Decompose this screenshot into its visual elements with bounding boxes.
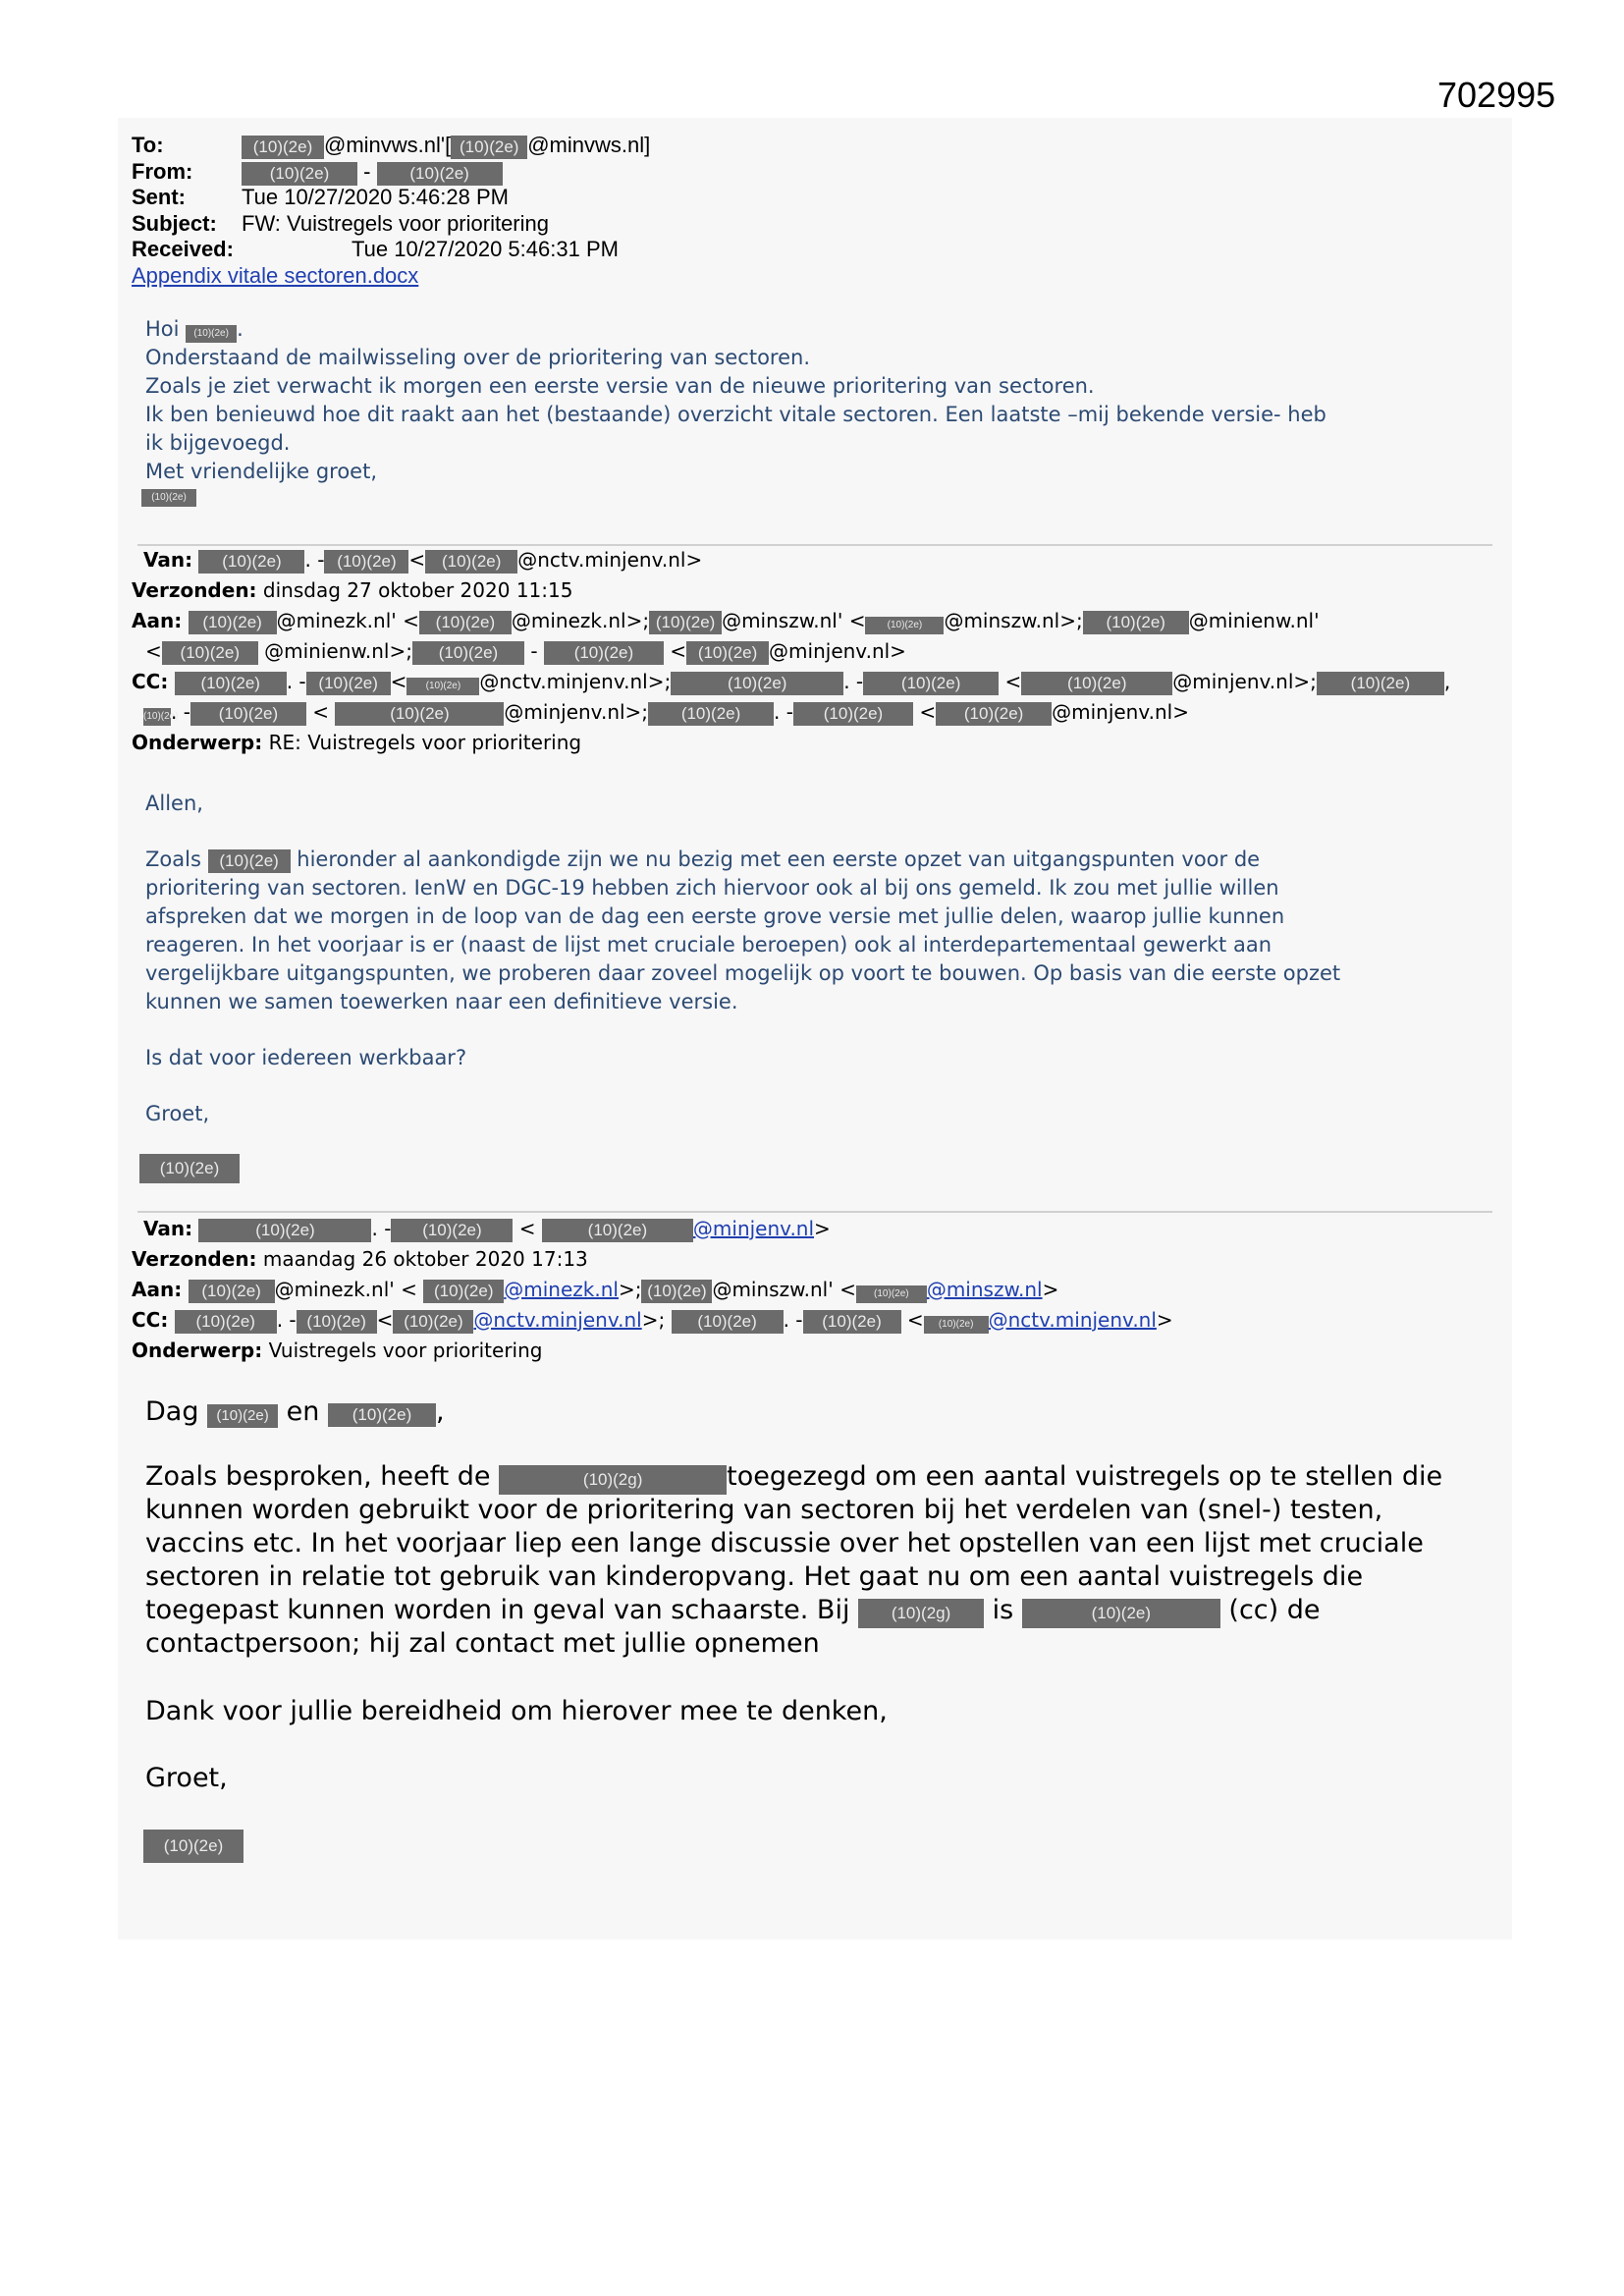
redaction: (10)(2e) <box>306 672 391 695</box>
verzonden-label: Verzonden: <box>132 578 257 602</box>
email-address: @minienw.nl>; <box>264 639 412 663</box>
email-address: @minezk.nl' <box>276 609 397 632</box>
msg2-question: Is dat voor iedereen werkbaar? <box>145 1046 467 1069</box>
redaction: (10)(2e) <box>641 1280 712 1303</box>
redaction: (10)(2e) <box>803 1310 901 1334</box>
msg1-greeting: Hoi (10)(2e) . <box>145 317 244 341</box>
email-link[interactable]: @minjenv.nl <box>692 1217 815 1240</box>
cc-label: CC: <box>132 1308 169 1332</box>
text-fragment: is <box>992 1595 1014 1625</box>
msg3-van-line: Van: (10)(2e) . - (10)(2e) < (10)(2e) @minjenv.nl> <box>143 1217 831 1240</box>
email-address: @minszw.nl>; <box>944 609 1083 632</box>
from-separator: - <box>363 159 371 184</box>
redaction: (10)(2e) <box>544 641 664 665</box>
redaction: (10)(2e) <box>391 1219 513 1242</box>
redaction: (10)(2e) <box>162 641 258 665</box>
redaction: (10)(2e) <box>419 611 512 634</box>
redaction: (10)(2e) <box>328 1403 436 1427</box>
email-address: @minezk.nl' <box>274 1278 395 1301</box>
email-address: @minjenv.nl> <box>1052 700 1189 724</box>
redaction: (10)(2e) <box>672 1310 784 1334</box>
text-fragment: Dag <box>145 1396 199 1427</box>
redaction: (10)(2e) <box>1083 611 1189 634</box>
msg1-line: Zoals je ziet verwacht ik morgen een eerste versie van de nieuwe prioritering van sectoren. <box>145 374 1095 398</box>
onderwerp-value: RE: Vuistregels voor prioritering <box>268 731 582 754</box>
text-fragment: Zoals <box>145 847 201 871</box>
subject-label: Subject: <box>132 211 217 236</box>
outer-to-line <box>132 132 650 159</box>
redaction: (10)(2e) <box>793 702 913 726</box>
msg3-thanks: Dank voor jullie bereidheid om hierover mee te denken, <box>145 1696 888 1726</box>
attachment-link[interactable]: Appendix vitale sectoren.docx <box>132 263 419 288</box>
text-fragment: hieronder al aankondigde zijn we nu bezig met een eerste opzet van uitgangspunten voor de <box>297 847 1261 871</box>
to-label: To: <box>132 133 164 157</box>
redaction: (10)(2e) <box>189 1280 275 1303</box>
email-address: @nctv.minjenv.nl>; <box>479 670 672 693</box>
msg3-line <box>145 1460 1442 1495</box>
email-link[interactable]: @nctv.minjenv.nl <box>473 1308 642 1332</box>
redaction: (10)(2e) <box>865 617 944 634</box>
redaction: (10)(2e) <box>648 702 774 726</box>
verzonden-value: maandag 26 oktober 2020 17:13 <box>262 1247 588 1271</box>
email-address: @minszw.nl' <box>722 609 843 632</box>
redaction: (10)(2e) <box>1021 672 1172 695</box>
outer-from-line <box>132 158 503 186</box>
redaction: (10)(2e) <box>649 611 722 634</box>
email-address: @minezk.nl>; <box>511 609 650 632</box>
msg3-line <box>145 1594 1321 1628</box>
separator-line <box>137 1211 1492 1213</box>
onderwerp-label: Onderwerp: <box>132 1339 263 1362</box>
redaction: (10)(2e) <box>686 641 769 665</box>
msg2-line: prioritering van sectoren. IenW en DGC-19 hebben zich hiervoor ook al bij ons gemeld. Ik zou met jullie willen <box>145 876 1279 900</box>
redaction: (10)(2e) <box>377 162 503 186</box>
document-number: 702995 <box>1437 75 1556 115</box>
van-label: Van: <box>143 548 193 572</box>
aan-label: Aan: <box>132 609 183 632</box>
msg3-aan-line: Aan: (10)(2e) @minezk.nl' < (10)(2e) @minezk.nl>; (10)(2e) @minszw.nl' < (10)(2e) @minszw.nl> <box>132 1278 1059 1301</box>
outer-subject-line <box>132 210 549 237</box>
redaction: (10)(2e) <box>143 1830 244 1863</box>
sent-label: Sent: <box>132 185 186 209</box>
redaction: (10)(2e) <box>186 325 237 343</box>
redaction: (10)(2e) <box>190 702 306 726</box>
redaction: (10)(2e) <box>423 1280 504 1303</box>
text-fragment: toegepast kunnen worden in geval van schaarste. Bij <box>145 1595 850 1625</box>
redaction: (10)(2e) <box>412 641 524 665</box>
redaction: (10)(2e) <box>671 672 843 695</box>
msg2-line <box>145 846 1260 874</box>
msg3-signature <box>143 1830 244 1863</box>
msg3-onderwerp-line <box>132 1336 542 1366</box>
redaction: (10)(2e) <box>1022 1599 1220 1628</box>
text-fragment: en <box>286 1396 320 1427</box>
msg3-line: sectoren in relatie tot gebruik van kinderopvang. Het gaat nu om een aantal vuistregels die <box>145 1561 1364 1592</box>
verzonden-label: Verzonden: <box>132 1247 257 1271</box>
msg2-onderwerp-line <box>132 728 581 758</box>
email-address: @minienw.nl' <box>1188 609 1320 632</box>
redaction: (10)(2e) <box>208 849 291 873</box>
from-label: From: <box>132 159 193 184</box>
msg2-aan-line-2: < (10)(2e) @minienw.nl>; (10)(2e) - (10)(2e) < (10)(2e) @minjenv.nl> <box>145 639 906 663</box>
onderwerp-value: Vuistregels voor prioritering <box>268 1339 543 1362</box>
redaction: (10)(2e) <box>1317 672 1444 695</box>
msg3-line: kunnen worden gebruikt voor de prioritering van sectoren bij het verdelen van (snel-) testen, <box>145 1495 1383 1525</box>
subject-value: FW: Vuistregels voor prioritering <box>242 211 549 236</box>
text-fragment: Zoals besproken, heeft de <box>145 1461 491 1492</box>
redaction: (10)(2e) <box>139 1154 240 1183</box>
sent-value: Tue 10/27/2020 5:46:28 PM <box>242 185 509 209</box>
redaction: (10)(2e) <box>425 550 517 574</box>
separator: < <box>408 548 426 572</box>
email-address: @minjenv.nl>; <box>1172 670 1317 693</box>
msg1-line: ik bijgevoegd. <box>145 431 291 455</box>
msg2-line: reageren. In het voorjaar is er (naast de lijst met cruciale beroepen) ook al interdepartementaal gewerkt aan <box>145 933 1272 957</box>
msg3-line: contactpersoon; hij zal contact met jullie opnemen <box>145 1628 820 1659</box>
to-email-1: @minvws.nl'[ <box>324 133 452 157</box>
redaction: (10)(2e) <box>297 1310 377 1334</box>
msg2-van-line <box>143 545 702 575</box>
msg1-line: Ik ben benieuwd hoe dit raakt aan het (bestaande) overzicht vitale sectoren. Een laatste –mij bekende versie- heb <box>145 403 1326 426</box>
msg1-signature <box>141 487 196 507</box>
msg3-closing: Groet, <box>145 1763 228 1793</box>
msg2-salutation: Allen, <box>145 792 203 815</box>
redaction: (10)(2e) <box>393 1310 473 1334</box>
to-email-2: @minvws.nl] <box>527 133 651 157</box>
email-address: @nctv.minjenv.nl> <box>517 548 703 572</box>
onderwerp-label: Onderwerp: <box>132 731 263 754</box>
msg3-cc-line: CC: (10)(2e) . - (10)(2e) < (10)(2e) @nctv.minjenv.nl>; (10)(2e) . - (10)(2e) < (10)(2e) @nctv.minjenv.nl> <box>132 1308 1173 1332</box>
email-link[interactable]: @minezk.nl <box>504 1278 619 1301</box>
redaction: (10)(2e) <box>207 1404 278 1428</box>
email-address: @minszw.nl' <box>712 1278 834 1301</box>
redaction: (10)(2e) <box>141 489 196 507</box>
msg2-cc-line-2: (10)(2e). - (10)(2e) < (10)(2e) @minjenv.nl>; (10)(2e) . - (10)(2e) < (10)(2e) @minjenv.nl> <box>143 700 1189 724</box>
redaction: (10)(2e) <box>175 672 287 695</box>
msg2-closing: Groet, <box>145 1102 210 1125</box>
msg2-cc-line: CC: (10)(2e) . - (10)(2e) < (10)(2e) @nctv.minjenv.nl>; (10)(2e) . - (10)(2e) < (10)(2e) @minjenv.nl>; (10)(2e) , <box>132 670 1451 693</box>
text-fragment: toegezegd om een aantal vuistregels op te stellen die <box>727 1461 1443 1492</box>
redaction: (10)(2e) <box>924 1316 989 1334</box>
msg2-verzonden-line <box>132 575 572 606</box>
received-value: Tue 10/27/2020 5:46:31 PM <box>352 237 619 261</box>
van-label: Van: <box>143 1217 193 1240</box>
redaction: (10)(2e) <box>406 678 479 695</box>
separator: . - <box>304 548 325 572</box>
redaction: (10)(2e) <box>198 550 304 574</box>
received-label: Received: <box>132 237 234 261</box>
redaction: (10)(2e) <box>175 1310 277 1334</box>
msg2-line: afspreken dat we morgen in de loop van de dag een eerste grove versie met jullie delen, waarop jullie kunnen <box>145 904 1285 928</box>
cc-label: CC: <box>132 670 169 693</box>
email-address: @minjenv.nl> <box>769 639 906 663</box>
redaction: (10)(2e) <box>863 672 999 695</box>
redaction: (10)(2e) <box>542 1219 693 1242</box>
msg3-line: vaccins etc. In het voorjaar liep een lange discussie over het opstellen van een lijst met cruciale <box>145 1528 1424 1558</box>
redaction: (10)(2e) <box>856 1285 927 1303</box>
email-link[interactable]: @nctv.minjenv.nl <box>988 1308 1157 1332</box>
text-fragment: (cc) de <box>1228 1595 1321 1625</box>
msg3-salutation: Dag (10)(2e) en (10)(2e) , <box>145 1396 445 1427</box>
redaction: (10)(2e) <box>936 702 1052 726</box>
msg1-line: Onderstaand de mailwisseling over de prioritering van sectoren. <box>145 346 810 369</box>
redaction: (10)(2g) <box>858 1599 984 1628</box>
redaction: (10)(2e) <box>143 708 171 726</box>
outer-sent-line <box>132 184 509 210</box>
redaction: (10)(2e) <box>198 1219 371 1242</box>
redaction: (10)(2e) <box>189 611 277 634</box>
verzonden-value: dinsdag 27 oktober 2020 11:15 <box>262 578 573 602</box>
email-link[interactable]: @minszw.nl <box>926 1278 1043 1301</box>
msg2-signature <box>139 1154 240 1183</box>
msg1-line: Met vriendelijke groet, <box>145 460 378 483</box>
msg2-aan-line: Aan: (10)(2e) @minezk.nl' < (10)(2e) @minezk.nl>; (10)(2e) @minszw.nl' < (10)(2e) @minszw.nl>; (10)(2e) @minienw.nl' <box>132 609 1320 632</box>
redaction: (10)(2e) <box>324 550 408 574</box>
greeting-text: Hoi <box>145 317 180 341</box>
msg2-line: vergelijkbare uitgangspunten, we proberen daar zoveel mogelijk op voort te bouwen. Op basis van die eerste opzet <box>145 961 1341 985</box>
redaction: (10)(2e) <box>335 702 504 726</box>
msg2-line: kunnen we samen toewerken naar een definitieve versie. <box>145 990 738 1013</box>
redaction: (10)(2e) <box>242 136 324 159</box>
outer-received-line <box>132 236 619 262</box>
email-address: @minjenv.nl>; <box>504 700 649 724</box>
redaction: (10)(2e) <box>242 162 357 186</box>
aan-label: Aan: <box>132 1278 183 1301</box>
redaction: (10)(2g) <box>499 1465 727 1495</box>
msg3-verzonden-line <box>132 1244 588 1275</box>
redaction: (10)(2e) <box>451 136 527 159</box>
